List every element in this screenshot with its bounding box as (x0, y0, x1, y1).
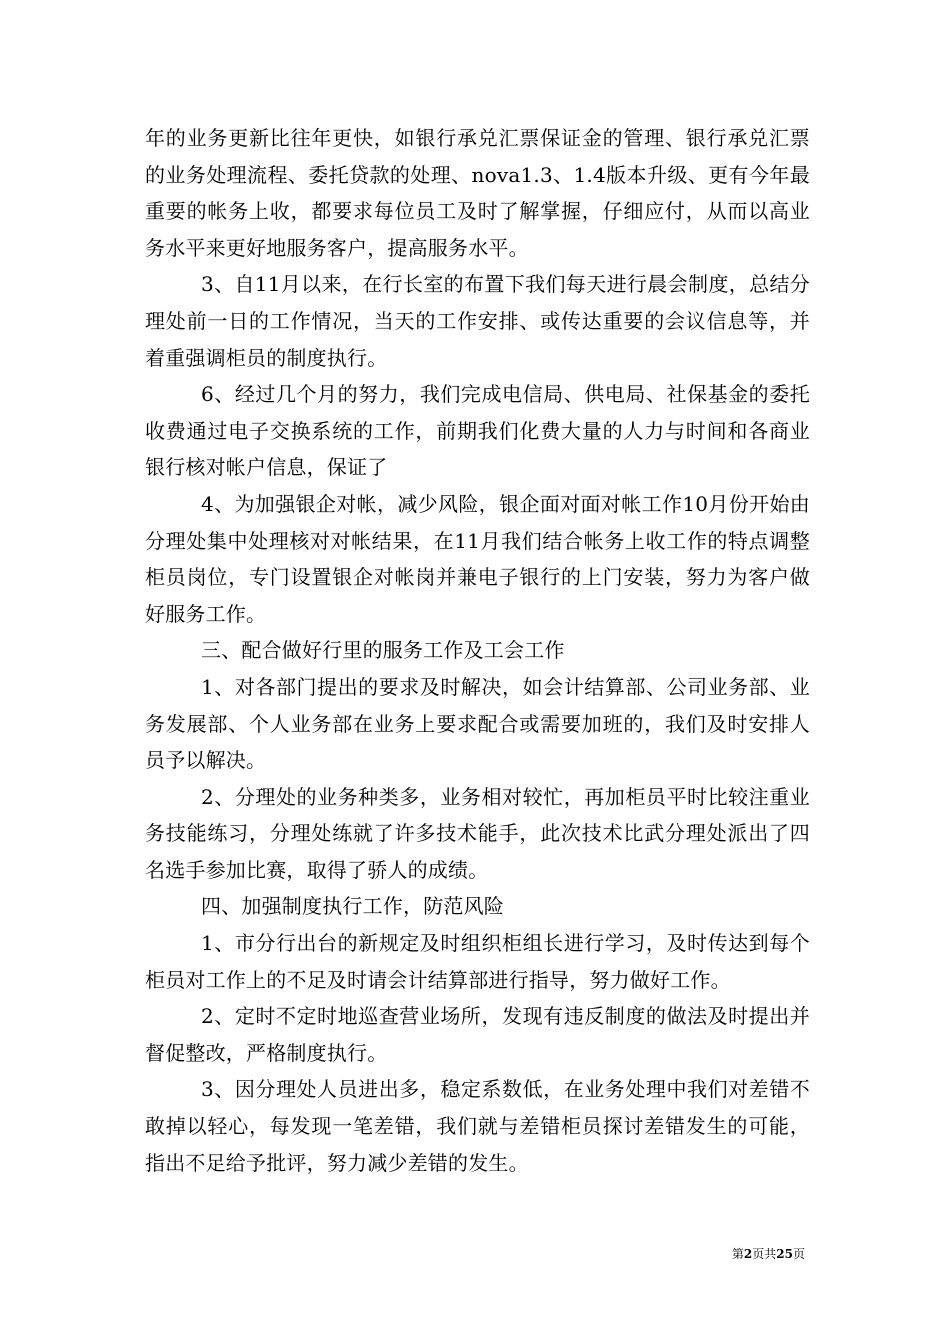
footer-prefix: 第 (731, 1247, 744, 1261)
section-heading-4: 四、加强制度执行工作，防范风险 (201, 894, 504, 919)
total-page-count: 25 (776, 1247, 793, 1261)
section-heading-3: 三、配合做好行里的服务工作及工会工作 (201, 638, 565, 663)
footer-suffix: 页 (792, 1247, 805, 1261)
paragraph-section3-item-1: 1、对各部门提出的要求及时解决，如会计结算部、公司业务部、业务发展部、个人业务部在业务上要求配合或需要加班的，我们及时安排人员予以解决。 (145, 674, 810, 773)
paragraph-section4-item-1: 1、市分行出台的新规定及时组织柜组长进行学习，及时传达到每个柜员对工作上的不足及时请会计结算部进行指导，努力做好工作。 (145, 931, 810, 992)
current-page-number: 2 (743, 1247, 753, 1261)
page-number-footer (732, 1246, 805, 1262)
paragraph-continuation: 年的业务更新比往年更快，如银行承兑汇票保证金的管理、银行承兑汇票的业务处理流程、委托贷款的处理、nova1.3、1.4版本升级、更有今年最重要的帐务上收，都要求每位员工及时了解掌握，仔细应付，从而以高业务水平来更好地服务客户，提高服务水平。 (145, 126, 810, 260)
paragraph-section4-item-2: 2、定时不定时地巡查营业场所，发现有违反制度的做法及时提出并督促整改，严格制度执行。 (145, 1004, 810, 1065)
paragraph-section4-item-3: 3、因分理处人员进出多，稳定系数低，在业务处理中我们对差错不敢掉以轻心，每发现一笔差错，我们就与差错柜员探讨差错发生的可能，指出不足给予批评，努力减少差错的发生。 (145, 1077, 810, 1175)
paragraph-section3-item-2: 2、分理处的业务种类多，业务相对较忙，再加柜员平时比较注重业务技能练习，分理处练就了许多技术能手，此次技术比武分理处派出了四名选手参加比赛，取得了骄人的成绩。 (145, 784, 810, 882)
document-body (145, 120, 810, 1181)
paragraph-item-6-entrusted-collection: 6、经过几个月的努力，我们完成电信局、供电局、社保基金的委托收费通过电子交换系统的工作，前期我们化费大量的人力与时间和各商业银行核对帐户信息，保证了 (145, 382, 810, 480)
footer-middle: 页共 (752, 1247, 777, 1261)
paragraph-item-3-morning-meeting: 3、自11月以来，在行长室的布置下我们每天进行晨会制度，总结分理处前一日的工作情况，当天的工作安排、或传达重要的会议信息等，并着重强调柜员的制度执行。 (145, 272, 810, 370)
paragraph-item-4-account-reconciliation: 4、为加强银企对帐，减少风险，银企面对面对帐工作10月份开始由分理处集中处理核对对帐结果，在11月我们结合帐务上收工作的特点调整柜员岗位，专门设置银企对帐岗并兼电子银行的上门安装，努力为客户做好服务工作。 (145, 491, 810, 626)
